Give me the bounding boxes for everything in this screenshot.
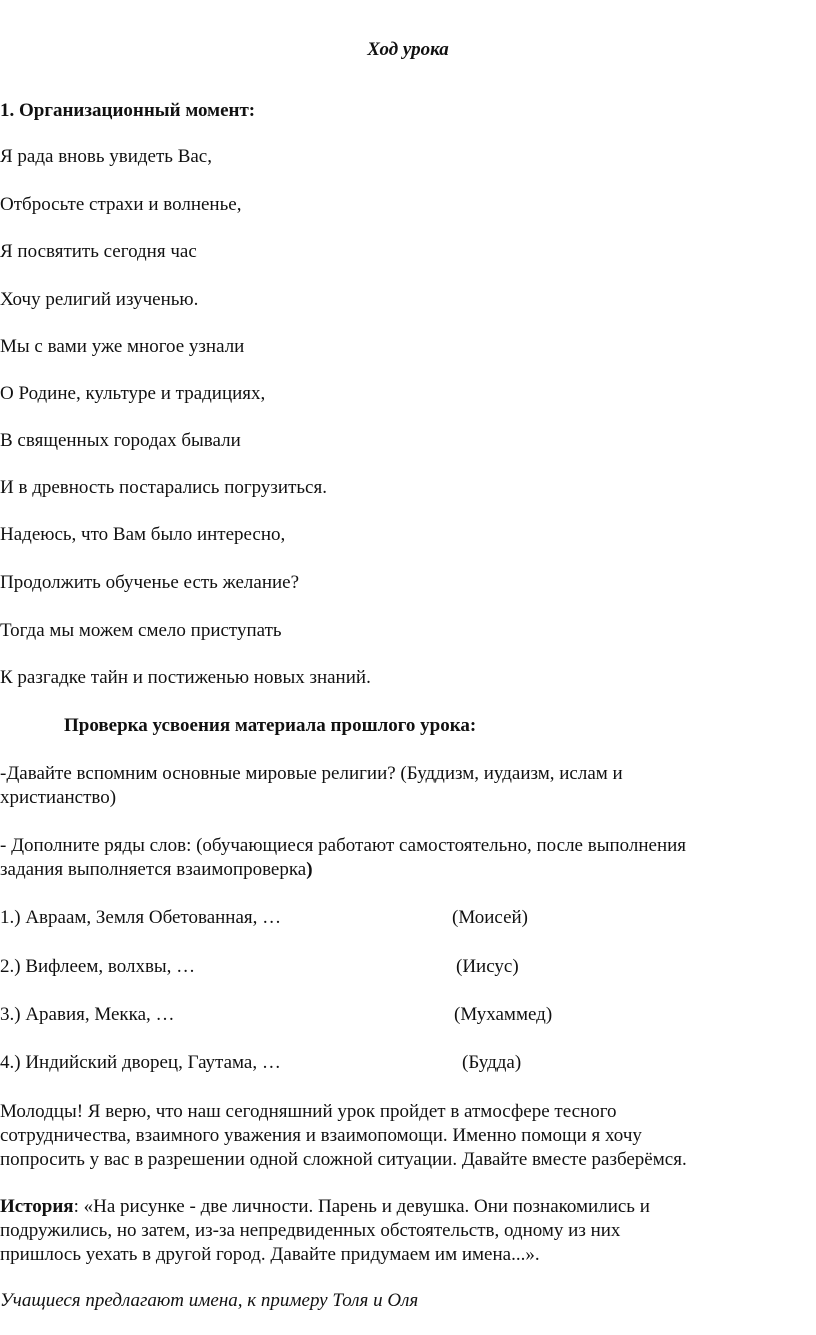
question-line: -Давайте вспомним основные мировые религии? (Буддизм, иудаизм, ислам и — [0, 763, 623, 784]
story-text: «На рисунке - две личности. Парень и девушка. Они познакомились и — [83, 1196, 650, 1217]
poem-line: Продолжить обученье есть желание? — [0, 572, 300, 593]
story-line — [0, 1195, 650, 1219]
story-colon: : — [73, 1196, 84, 1217]
praise-line: Молодцы! Я верю, что наш сегодняшний урок пройдет в атмосфере тесного — [0, 1101, 617, 1122]
task-instruction-line: - Дополните ряды слов: (обучающиеся работают самостоятельно, после выполнения — [0, 835, 687, 856]
story-line: пришлось уехать в другой город. Давайте придумаем им имена...». — [0, 1244, 540, 1265]
task-instruction-paren: ) — [306, 859, 313, 880]
story-line: подружились, но затем, из-за непредвиденных обстоятельств, одному из них — [0, 1220, 621, 1241]
word-row-item: 1.) Авраам, Земля Обетованная, … — [0, 907, 282, 928]
word-row-item: 4.) Индийский дворец, Гаутама, … — [0, 1052, 281, 1073]
document-title: Ход урока — [367, 39, 449, 60]
poem-line: Я посвятить сегодня час — [0, 241, 197, 262]
poem-line: В священных городах бывали — [0, 430, 241, 451]
question-line: христианство) — [0, 787, 117, 808]
word-row-item: 2.) Вифлеем, волхвы, … — [0, 956, 196, 977]
poem-line: Надеюсь, что Вам было интересно, — [0, 524, 286, 545]
poem-line: Хочу религий изученью. — [0, 289, 199, 310]
word-row-answer: (Моисей) — [452, 907, 529, 928]
poem-line: Мы с вами уже многое узнали — [0, 336, 245, 357]
word-row-answer: (Мухаммед) — [454, 1004, 553, 1025]
task-instruction-text: задания выполняется взаимопроверка — [0, 859, 307, 880]
praise-line: сотрудничества, взаимного уважения и взаимопомощи. Именно помощи я хочу — [0, 1125, 642, 1146]
story-label: История — [0, 1196, 74, 1217]
students-note: Учащиеся предлагают имена, к примеру Толя и Оля — [0, 1290, 419, 1311]
section-heading-organizational: 1. Организационный момент: — [0, 100, 256, 121]
poem-line: И в древность постарались погрузиться. — [0, 477, 327, 498]
poem-line: Я рада вновь увидеть Вас, — [0, 146, 212, 167]
word-row-item: 3.) Аравия, Мекка, … — [0, 1004, 175, 1025]
word-row-answer: (Будда) — [462, 1052, 522, 1073]
poem-line: К разгадке тайн и постиженью новых знаний. — [0, 667, 371, 688]
praise-line: попросить у вас в разрешении одной сложной ситуации. Давайте вместе разберёмся. — [0, 1149, 687, 1170]
word-row-answer: (Иисус) — [456, 956, 519, 977]
poem-line: О Родине, культуре и традициях, — [0, 383, 266, 404]
section-heading-review: Проверка усвоения материала прошлого урока: — [64, 715, 477, 736]
task-instruction-line — [0, 858, 313, 882]
poem-line: Отбросьте страхи и волненье, — [0, 194, 242, 215]
poem-line: Тогда мы можем смело приступать — [0, 620, 282, 641]
